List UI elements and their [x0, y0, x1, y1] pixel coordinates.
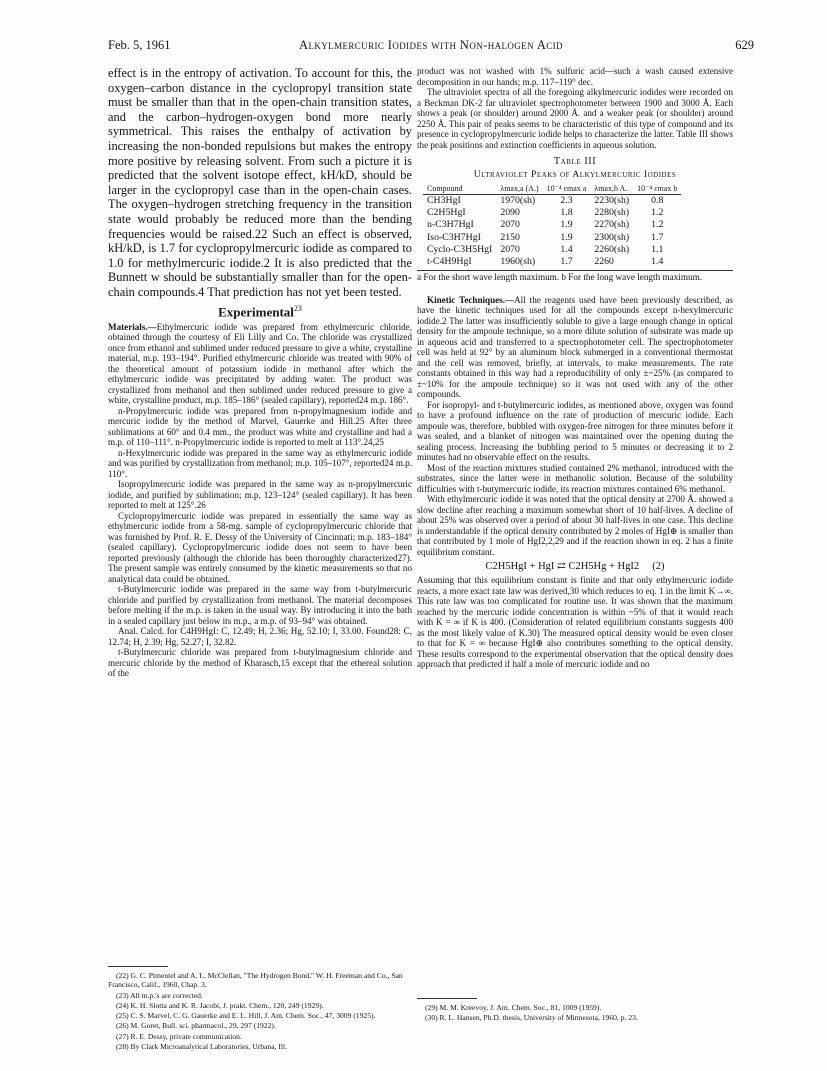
table-cell: 1.4: [560, 243, 573, 255]
table-row: [423, 207, 681, 219]
left-column: [108, 66, 412, 679]
table-cell: 1.2: [651, 207, 664, 219]
footnote-28: (28) By Clark Microanalytical Laboratories, Urbana, Ill.: [116, 1042, 288, 1052]
continued-paragraph: product was not washed with 1% sulfuric acid—such a wash caused extensive decomposition in our hands; m.p. 117–119° dec.: [417, 66, 733, 87]
table-cell: n-C3H7HgI: [427, 219, 474, 231]
n-hexyl-paragraph: n-Hexylmercuric iodide was prepared in the same way as ethylmercuric iodide and was purified by crystallization from methanol; m.p. 105–107°, reported24 m.p. 110°.: [108, 447, 412, 479]
footnote-25: (25) C. S. Marvel, C. G. Gauerke and E. L. Hill, J. Am. Chem. Soc., 47, 3009 (1925).: [116, 1011, 376, 1021]
table-cell: 1.8: [560, 207, 573, 219]
table-footnote: a For the short wave length maximum. b For the long wave length maximum.: [417, 270, 733, 283]
table-header-cell: 10⁻⁴ εmax b: [633, 183, 681, 195]
experimental-heading: Experimental$^{23}$: [218, 303, 302, 319]
table-cell: 1960(sh): [500, 256, 536, 268]
materials-paragraph: Materials.—Ethylmercuric iodide was prepared from ethylmercuric chloride, obtained through the courtesy of Eli Lilly and Co. The chloride was crystallized once from ethanol and sublimed under reduced pressure to give a white, crystalline material, m.p. 193–194°. Purified ethylmercuric chloride was treated with 90% of the theoretical amount of potassium iodide in methanol after which the ethylmercuric iodide was precipitated by adding water. The product was crystallized from methanol and then sublimed under reduced pressure to give a white, crystalline product, m.p. 185–186° (sealed capillary), reported24 m.p. 186°.: [108, 321, 412, 406]
left-footnotes: [108, 958, 412, 1052]
footnote-26: (26) M. Goret, Bull. sci. pharmacol., 29, 297 (1922).: [116, 1021, 276, 1031]
footnote-24: (24) K. H. Slotta and K. R. Jacobi, J. prakt. Chem., 120, 249 (1929).: [116, 1000, 324, 1010]
table-cell: C2H5HgI: [427, 207, 466, 219]
table-cell: 2270(sh): [594, 219, 630, 231]
table-cell: 2260(sh): [594, 243, 630, 255]
table-row: [423, 256, 681, 268]
table-cell: 2070: [500, 243, 520, 255]
isopropyl-paragraph: Isopropylmercuric iodide was prepared in the same way as n-propylmercuric iodide, and purified by sublimation; m.p. 123–124° (sealed capillary). It has been reported to melt at 125°.26: [108, 479, 412, 511]
table-cell: 2.3: [560, 195, 573, 206]
equation-number: (2): [652, 561, 665, 573]
equation-2: [417, 560, 733, 572]
t-butyl-paragraph: t-Butylmercuric iodide was prepared in the same way from t-butylmercuric chloride and purified by crystallization from methanol. The material decomposes before melting if the m.p. is taken in the usual way. By introducing it into the bath in a sealed capillary just below its m.p., a m.p. of 93–94° was obtained.: [108, 584, 412, 626]
table-header-cell: λmax,a (A.): [496, 183, 542, 195]
table-cell: 2070: [500, 219, 520, 231]
table-row: [423, 232, 681, 244]
cyclopropyl-paragraph: Cyclopropylmercuric iodide was prepared in essentially the same way as ethylmercuric iodide from a 58-mg. sample of cyclopropylmercuric chloride that was furnished by Prof. R. E. Dessy of the University of Cincinnati; m.p. 183–184° (sealed capillary). Cyclopropylmercuric iodide does not seem to have been reported previously (although the chloride has been thoroughly characterized27). The present sample was entirely consumed by the kinetic measurements so that no analytical data could be obtained.: [108, 510, 412, 584]
experimental-text: [108, 322, 412, 679]
table-cell: 1.9: [560, 219, 573, 231]
uv-peaks-table: [423, 183, 681, 268]
issue-date: Feb. 5, 1961: [108, 38, 171, 52]
table-caption: Ultraviolet Peaks of Alkylmercuric Iodides: [473, 169, 677, 180]
table-cell: 1.7: [560, 256, 573, 268]
discussion-text: [108, 66, 412, 300]
right-footnotes: [417, 990, 733, 1024]
footnote-29: (29) M. M. Kreevoy, J. Am. Chem. Soc., 81, 1009 (1959).: [425, 1003, 602, 1012]
methanol-paragraph: Most of the reaction mixtures studied contained 2% methanol, introduced with the substrates, since the latter were in methanolic solution. Because of the solubility difficulties with t-butymercuric iodide, its reaction mixtures contained 6% methanol.: [417, 462, 733, 494]
rate-law-paragraph: Assuming that this equilibrium constant is finite and that only ethylmercuric iodide reacts, a more exact rate law was derived,30 which reduces to eq. 1 in the limit K→∞. This rate law was too complicated for routine use. It was shown that the maximum reached by the mercuric iodide concentration is within ~5% of that it would reach with K = ∞ if K is 400. (Consideration of related equilibrium constants suggests 400 as the most likely value of K.30) The measured optical density would be even closer to that for K = ∞ because HgI⊕ also contributes something to the optical density. These results correspond to the experimental observation that the optical density does approach that predicted if half a mole of mercuric iodide and no: [417, 575, 733, 670]
equation-body: C2H5HgI + HgI ⇄ C2H5Hg + HgI2: [485, 561, 640, 573]
ethyl-decline-paragraph: With ethylmercuric iodide it was noted that the optical density at 2700 Å. showed a slow decline after reaching a maximum somewhat short of 10 half-lives. A decline of about 25% was observed over a period of about 30 half-lives in one case. This decline is understandable if the optical density contributed by 2 moles of HgI⊕ is smaller than that contributed by 1 mole of HgI2,2,29 and if the reaction shown in eq. 2 has a finite equilibrium constant.: [417, 494, 733, 557]
table-cell: Cyclo-C3H5HgI: [427, 243, 493, 255]
table-cell: 1.9: [560, 231, 573, 243]
table-cell: 1.4: [651, 256, 664, 268]
table-row: [423, 219, 681, 231]
running-title: Alkylmercuric Iodides with Non-halogen Acid: [299, 38, 563, 52]
oxygen-paragraph: For isopropyl- and t-butylmercuric iodides, as mentioned above, oxygen was found to have a profound influence on the rate of production of mercuric iodide. Each ampoule was, therefore, bubbled with oxygen-free nitrogen for three minutes before it was sealed, and a blanket of nitrogen was maintained over the opening during the sealing process. Increasing the bubbling period to 5 minutes or decreasing it to 2 minutes had no observable effect on the results.: [417, 399, 733, 463]
table-row: [423, 244, 681, 256]
table-cell: 2090: [500, 207, 520, 219]
right-column: [417, 66, 733, 670]
analysis-paragraph: Anal. Calcd. for C4H9HgI: C, 12.49; H, 2.36; Hg, 52.10; I, 33.00. Found28: C, 12.74; H, 2.39; Hg, 52.27; I, 32.82.: [108, 626, 412, 647]
table-cell: 2260: [594, 256, 614, 268]
kinetic-paragraph: Kinetic Techniques.—All the reagents used have been previously described, as have the kinetic techniques used for all the compounds except n-hexylmercuric iodide.2 The latter was insufficiently soluble to give a large enough change in optical density for the ampoule technique, so a more dilute solution of substrate was made up in aqueous acid and transferred to a spectrophotometer cell. The spectrophotometer cell was held at 92° by an aluminum block submerged in a conventional thermostat and the cell was removed, briefly, at intervals, to make measurements. The rate constants obtained in this way had a reproducibility of only ±~25% (as compared to ±~10% for the ampoule technique) so it was not used with any of the other compounds.: [417, 294, 733, 400]
page-number: 629: [735, 38, 754, 52]
table-cell: 2280(sh): [594, 207, 630, 219]
t-butyl-chloride-paragraph: t-Butylmercuric chloride was prepared from t-butylmagnesium chloride and mercuric chloride by the method of Kharasch,15 except that the ethereal solution of the: [108, 647, 412, 679]
table-cell: 1970(sh): [500, 195, 536, 206]
table-cell: t-C4H9HgI: [427, 256, 472, 268]
table-header-cell: 10⁻⁴ εmax a: [543, 183, 591, 195]
running-head: [108, 38, 754, 54]
footnote-27: (27) R. E. Dessy, private communication.: [116, 1031, 242, 1041]
table-cell: CH3HgI: [427, 195, 461, 206]
footnote-23: (23) All m.p.'s are corrected.: [116, 990, 203, 1000]
table-label: Table III: [553, 156, 597, 167]
footnote-rule: [108, 966, 168, 967]
table-cell: 2300(sh): [594, 231, 630, 243]
footnote-30: (30) R. L. Hansen, Ph.D. thesis, University of Minnesota, 1960, p. 23.: [425, 1013, 638, 1023]
table-cell: Iso-C3H7HgI: [427, 231, 481, 243]
table-cell: 0.8: [651, 195, 664, 206]
materials-lead: Materials.—: [108, 321, 157, 332]
n-propyl-paragraph: n-Propylmercuric iodide was prepared from n-propylmagnesium iodide and mercuric iodide by the method of Marvel, Gauerke and Hill.25 After three sublimations at 60° and 0.4 mm., the product was white and crystalline and had a m.p. of 110–111°. n-Propylmercuric iodide is reported to melt at 113°.24,25: [108, 405, 412, 448]
uv-paragraph: The ultraviolet spectra of all the foregoing alkylmercuric iodides were recorded on a Beckman DK-2 far ultraviolet spectrophotometer between 1900 and 3000 Å. Each shows a peak (or shoulder) around 2000 Å. and a weaker peak (or shoulder) around 2250 Å. This pair of peaks seems to be characteristic of this type of compound and its presence in cyclopropylmercuric iodide helps to characterize the latter. Table III shows the peak positions and extinction coefficients in aqueous solution.: [417, 87, 733, 150]
table-cell: 1.7: [651, 231, 664, 243]
table-header-cell: Compound: [423, 183, 496, 195]
footnote-rule: [417, 998, 477, 999]
table-cell: 2230(sh): [594, 195, 630, 206]
kinetic-lead: Kinetic Techniques.—: [427, 294, 515, 305]
table-cell: 1.2: [651, 219, 664, 231]
table-cell: 2150: [500, 231, 520, 243]
footnote-22: (22) G. C. Pimentel and A. L. McClellan, "The Hydrogen Bond," W. H. Freeman and Co., San Francisco, Calif., 1960, Chap. 3.: [108, 971, 403, 990]
table-header-row: [423, 183, 681, 195]
table-header-cell: λmax,b A.: [590, 183, 633, 195]
table-cell: 1.1: [651, 243, 664, 255]
table-row: [423, 195, 681, 208]
intro-paragraph: effect is in the entropy of activation. To account for this, the oxygen–carbon distance in the cyclopropyl transition state must be smaller than that in the open-chain transition states, and the carbon–hydrogen-oxygen bond more nearly symmetrical. This raises the enthalpy of activation by increasing the non-bonded repulsions but makes the entropy more positive by releasing solvent. From such a picture it is predicted that the solvent isotope effect, kH/kD, should be larger in the cyclopropyl case than in the open-chain cases. The oxygen–hydrogen stretching frequency in the transition state would probably be reduced more than the bending frequencies would be raised.22 Such an effect is observed, kH/kD, is 1.7 for cyclopropylmercuric iodide as compared to 1.0 for methylmercuric iodide.2 It is also predicted that the Bunnett w should be substantially smaller than for the open-chain compounds.4 That prediction has not yet been tested.: [108, 66, 412, 299]
